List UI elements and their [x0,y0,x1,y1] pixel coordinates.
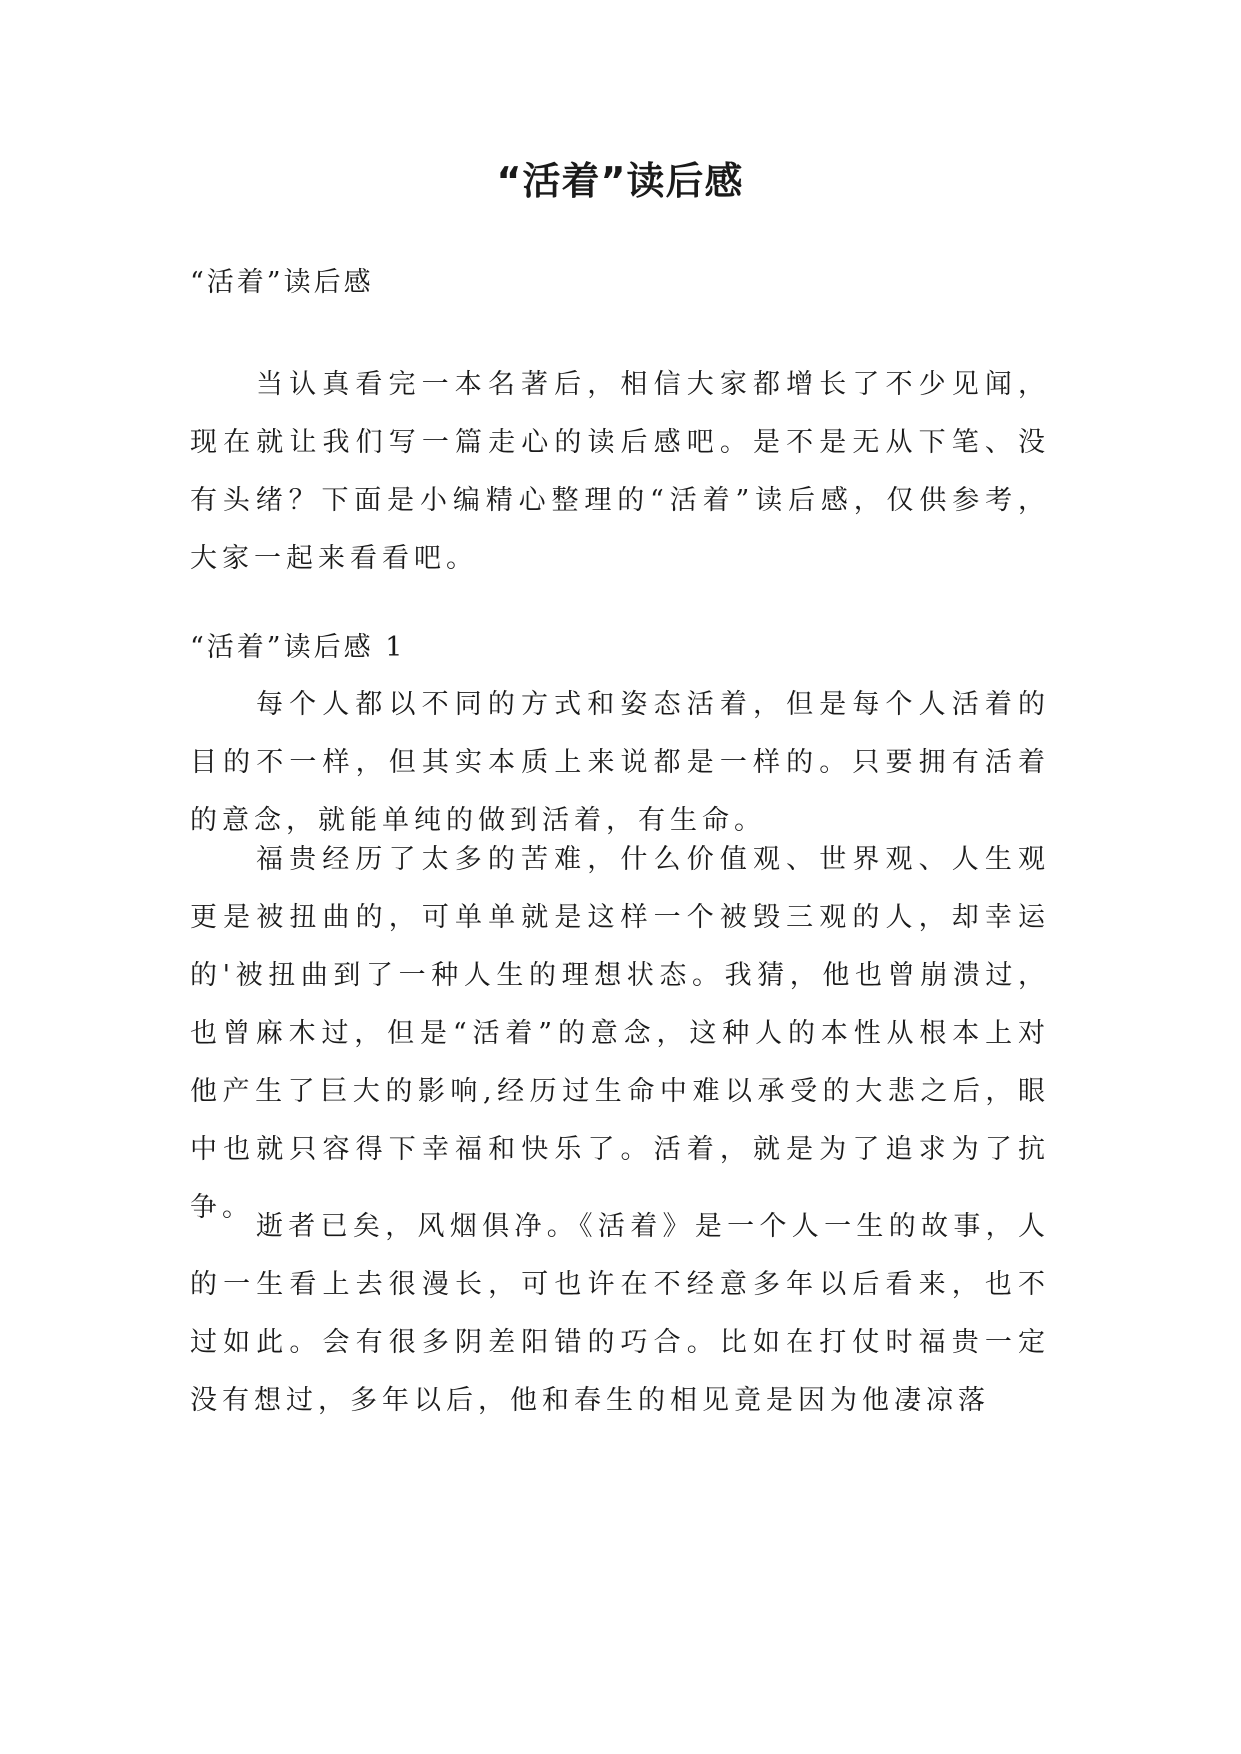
document-title: “活着”读后感 [496,159,744,203]
intro-paragraph: 当认真看完一本名著后，相信大家都增长了不少见闻，现在就让我们写一篇走心的读后感吧。是不是无从下笔、没有头绪？下面是小编精心整理的“活着”读后感，仅供参考，大家一起来看看吧。 [190,369,1050,574]
section-heading: “活着”读后感 1 [190,632,406,663]
document-subtitle: “活着”读后感 [190,267,374,298]
body-paragraph: 逝者已矣，风烟俱净。《活着》是一个人一生的故事，人的一生看上去很漫长，可也许在不经意多年以后看来，也不过如此。会有很多阴差阳错的巧合。比如在打仗时福贵一定没有想过，多年以后，他和春生的相见竟是因为他凄凉落 [190,1211,1050,1416]
body-paragraph: 每个人都以不同的方式和姿态活着，但是每个人活着的目的不一样，但其实本质上来说都是一样的。只要拥有活着的意念，就能单纯的做到活着，有生命。 [190,689,1050,836]
body-paragraph: 福贵经历了太多的苦难，什么价值观、世界观、人生观更是被扭曲的，可单单就是这样一个被毁三观的人，却幸运的'被扭曲到了一种人生的理想状态。我猜，他也曾崩溃过，也曾麻木过，但是“活着”的意念，这种人的本性从根本上对他产生了巨大的影响,经历过生命中难以承受的大悲之后，眼中也就只容得下幸福和快乐了。活着，就是为了追求为了抗争。 [190,844,1050,1223]
